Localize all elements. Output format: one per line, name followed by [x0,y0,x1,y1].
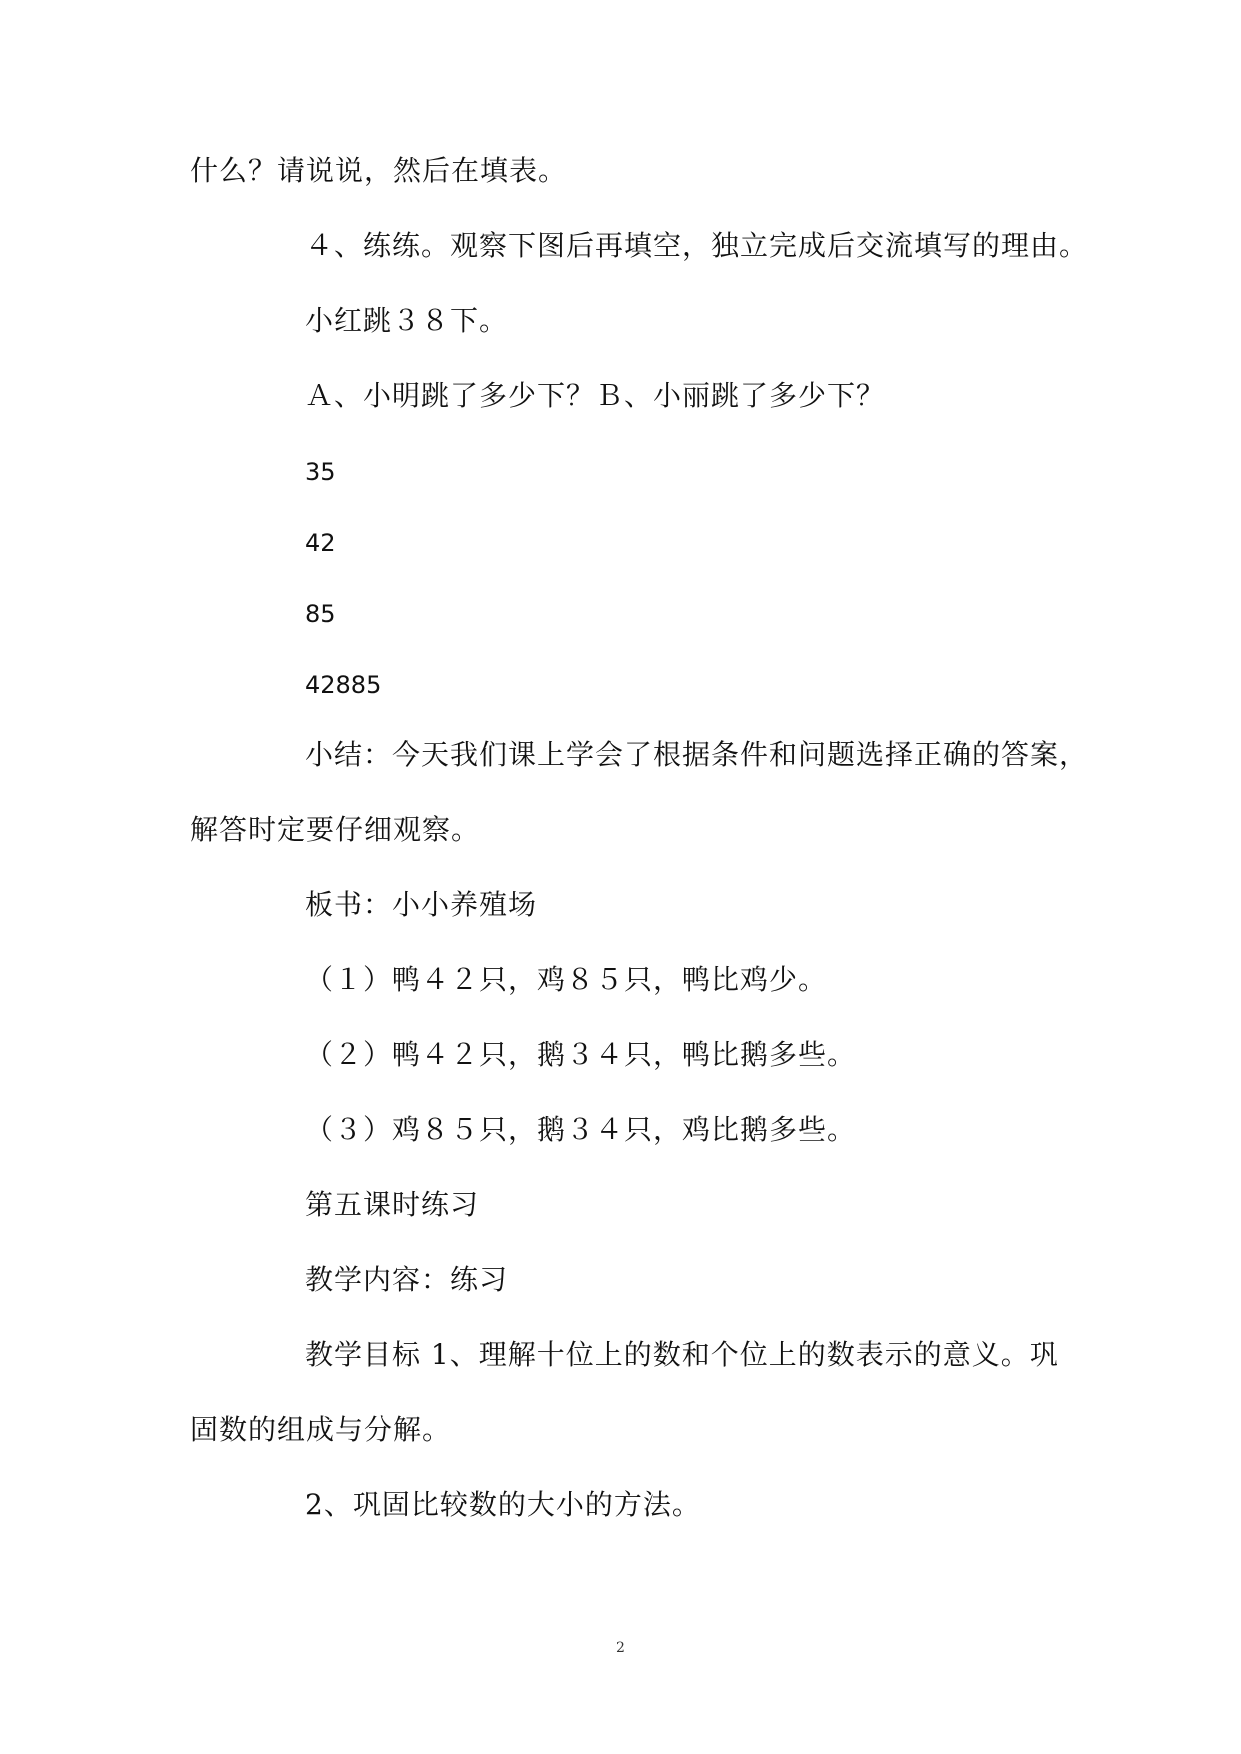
text-line: （３）鸡８５只，鹅３４只，鸡比鹅多些。 [305,1113,857,1146]
text-line: （２）鸭４２只，鹅３４只，鸭比鹅多些。 [305,1038,857,1071]
text-line: 解答时定要仔细观察。 [190,813,481,846]
text-line: 板书：小小养殖场 [305,888,538,921]
number-line: 42885 [305,671,382,699]
text-line: 什么？请说说，然后在填表。 [190,154,568,187]
text-line: 第五课时练习 [305,1188,480,1221]
text-line: 小结：今天我们课上学会了根据条件和问题选择正确的答案， [305,738,1089,771]
text-line: ４、练练。观察下图后再填空，独立完成后交流填写的理由。 [305,229,1089,262]
text-line: 教学目标 1、理解十位上的数和个位上的数表示的意义。巩 [305,1338,1059,1371]
number-line: 35 [305,458,336,486]
text-line: （１）鸭４２只，鸡８５只，鸭比鸡少。 [305,963,828,996]
page-number: 2 [616,1640,625,1656]
number-line: 85 [305,600,336,628]
number-line: 42 [305,529,336,557]
text-line: 2、巩固比较数的大小的方法。 [305,1488,701,1521]
text-line: 固数的组成与分解。 [190,1413,452,1446]
text-line: 小红跳３８下。 [305,304,509,337]
text-line: 教学内容：练习 [305,1263,509,1296]
text-line: Ａ、小明跳了多少下？Ｂ、小丽跳了多少下？ [305,379,886,412]
